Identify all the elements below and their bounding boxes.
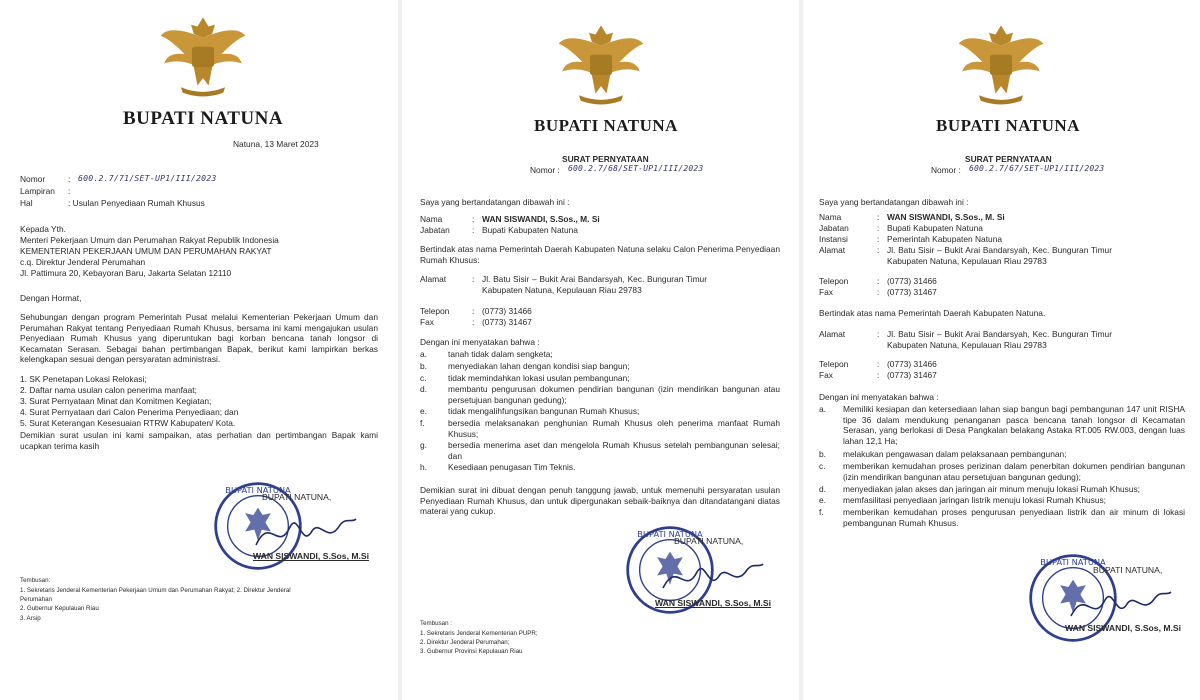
field-label: Fax [819, 370, 833, 380]
seal-text: BUPATI NATUNA [1040, 556, 1106, 567]
statement-text: tanah tidak dalam sengketa; [448, 349, 553, 359]
closing-paragraph: Demikian surat usulan ini kami sampaikan, atas perhatian dan pertimbangan Bapak kami ucapkan terima kasih [20, 430, 378, 451]
statement-intro: Dengan ini menyatakan bahwa : [819, 392, 939, 402]
seal-text: BUPATI NATUNA [637, 528, 703, 539]
hal-value: : Usulan Penyediaan Rumah Khusus [68, 198, 205, 208]
tembusan-item: 3. Gubernur Provinsi Kepulauan Riau [420, 648, 523, 655]
statement-text: tidak memindahkan lokasi usulan pembangunan; [448, 373, 630, 383]
field-value: (0773) 31466 [482, 306, 532, 316]
field-label: Alamat [819, 245, 846, 255]
list-item: 1. SK Penetapan Lokasi Relokasi; [20, 374, 147, 384]
signature-title: BUPATI NATUNA, [262, 492, 332, 502]
statement-text: bersedia melaksanakan penghunian Rumah Khusus oleh penerima manfaat Rumah Khusus; [448, 418, 780, 439]
field-value: WAN SISWANDI, S.Sos., M. Si [482, 214, 600, 224]
tembusan-item: Perumahan [20, 596, 52, 603]
list-item: 5. Surat Keterangan Kesesuaian RTRW Kabupaten/ Kota. [20, 418, 236, 428]
document-title: SURAT PERNYATAAN [562, 154, 649, 164]
field-label: Nama [819, 212, 842, 222]
field-value: Jl. Batu Sisir – Bukit Arai Bandarsyah, Kec. Bunguran Timur Kabupaten Natuna, Kepulauan Riau 29783 [482, 274, 707, 295]
field-value: Pemerintah Kabupaten Natuna [887, 234, 1003, 244]
field-colon: : [472, 225, 475, 235]
statement-key: g. [420, 440, 427, 450]
field-label: Telepon [819, 359, 849, 369]
statement-key: a. [420, 349, 427, 359]
field-label: Alamat [819, 329, 846, 339]
list-item: 4. Surat Pernyataan dari Calon Penerima Penyediaan; dan [20, 407, 239, 417]
place-date: Natuna, 13 Maret 2023 [233, 139, 319, 149]
field-colon: : [877, 223, 880, 233]
field-colon: : [877, 329, 880, 339]
greeting: Dengan Hormat, [20, 293, 82, 303]
intro: Saya yang bertandatangan dibawah ini : [819, 197, 969, 207]
field-value: (0773) 31467 [887, 370, 937, 380]
statement-key: c. [420, 373, 427, 383]
field-value: Jl. Batu Sisir – Bukit Arai Bandarsyah, Kec. Bunguran Timur Kabupaten Natuna, Kepulauan Riau 29783 [887, 245, 1112, 266]
statement-key: h. [420, 462, 427, 472]
field-label: Alamat [420, 274, 447, 284]
garuda-emblem-icon [157, 10, 249, 102]
statement-key: e. [420, 406, 427, 416]
signatory-name: WAN SISWANDI, S.Sos, M.Si [655, 598, 772, 608]
field-colon: : [877, 287, 880, 297]
tembusan-item: 3. Arsip [20, 615, 41, 622]
statement-key: f. [819, 507, 824, 517]
nomor-value: 600.2.7/71/SET-UP1/III/2023 [78, 173, 217, 183]
letterhead-title: BUPATI NATUNA [936, 116, 1080, 135]
field-colon: : [472, 274, 475, 284]
acting-statement: Bertindak atas nama Pemerintah Daerah Kabupaten Natuna selaku Calon Penerima Penyediaan Rumah Khusus: [420, 244, 780, 265]
recipient-line: Jl. Pattimura 20, Kebayoran Baru, Jakarta Selatan 12110 [20, 268, 232, 278]
tembusan-item: 2. Direktur Jenderal Perumahan; [420, 639, 510, 646]
field-label: Fax [819, 287, 833, 297]
document-title: SURAT PERNYATAAN [965, 154, 1052, 164]
list-item: 2. Daftar nama usulan calon penerima manfaat; [20, 385, 197, 395]
field-label: Jabatan [420, 225, 450, 235]
acting-statement: Bertindak atas nama Pemerintah Daerah Kabupaten Natuna. [819, 308, 1046, 318]
field-colon: : [877, 276, 880, 286]
recipient-line: KEMENTERIAN PEKERJAAN UMUM DAN PERUMAHAN RAKYAT [20, 246, 272, 256]
garuda-emblem-icon [555, 18, 647, 110]
nomor-value: 600.2.7/67/SET-UP1/III/2023 [969, 164, 1105, 173]
surat-pernyataan-1 [402, 0, 799, 700]
lampiran-label: Lampiran [20, 186, 55, 196]
tembusan-item: 1. Sekretaris Jenderal Kementerian Pekerjaan Umum dan Perumahan Rakyat; 2. Direktur Jenderal [20, 587, 291, 594]
field-colon: : [877, 359, 880, 369]
statement-text: memberikan kemudahan proses pengurusan penyediaan listrik dan air minum di lokasi pembangunan Rumah Khusus. [843, 507, 1185, 528]
statement-text: Kesediaan penugasan Tim Teknis. [448, 462, 576, 472]
signatory-name: WAN SISWANDI, S.Sos, M.Si [253, 551, 370, 561]
field-value: Bupati Kabupaten Natuna [482, 225, 578, 235]
handwritten-signature-icon [657, 552, 767, 602]
list-item: 3. Surat Pernyataan Minat dan Komitmen Kegiatan; [20, 396, 212, 406]
statement-key: b. [420, 361, 427, 371]
statement-text: bersedia menerima aset dan mengelola Rumah Khusus setelah pembangunan selesai; dan [448, 440, 780, 461]
field-label: Telepon [819, 276, 849, 286]
field-colon: : [877, 370, 880, 380]
field-value: Jl. Batu Sisir – Bukit Arai Bandarsyah, Kec. Bunguran Timur Kabupaten Natuna, Kepulauan Riau 29783 [887, 329, 1112, 350]
recipient-line: Kepada Yth. [20, 224, 66, 234]
letterhead-title: BUPATI NATUNA [123, 108, 284, 129]
field-value: (0773) 31467 [887, 287, 937, 297]
statement-key: e. [819, 495, 826, 505]
intro: Saya yang bertandatangan dibawah ini : [420, 197, 570, 207]
field-value: Bupati Kabupaten Natuna [887, 223, 983, 233]
tembusan-item: 1. Sekretaris Jenderal Kementerian PUPR; [420, 630, 538, 637]
surat-pernyataan-2 [803, 0, 1200, 700]
statement-text: tidak mengalihfungsikan bangunan Rumah Khusus; [448, 406, 640, 416]
statement-text: Memiliki kesiapan dan ketersediaan lahan siap bangun bagi pembangunan 147 unit RISHA tipe 36 dalam mendukung penanganan pasca bencana tanah longsor di Kecamatan Serasan, yang berlokasi di Desa Pangkalan belakang Astaka RT.005 RW.003, dengan luas lahan 12,1 Ha; [843, 404, 1185, 446]
statement-text: menyediakan lahan dengan kondisi siap bangun; [448, 361, 630, 371]
body-paragraph: Sehubungan dengan program Pemerintah Pusat melalui Kementerian Pekerjaan Umum dan Perumahan Rakyat tentang Penyediaan Rumah Khusus, bersama ini kami mengajukan usulan Penyediaan Rumah Khusus yang diperuntukan bagi korban bencana tanah longsor di Kecamatan Serasan. Sebagai bahan pertimbangan Bapak, berikut kami lampirkan berkas kelengkapan sesuai dengan persyaratan administrasi. [20, 312, 378, 365]
recipient-line: c.q. Direktur Jenderal Perumahan [20, 257, 146, 267]
statement-text: melakukan pengawasan dalam pelaksanaan pembangunan; [843, 449, 1067, 459]
statement-intro: Dengan ini menyatakan bahwa : [420, 337, 540, 347]
field-label: Jabatan [819, 223, 849, 233]
letter-usulan [0, 0, 398, 700]
nomor-label: Nomor : [530, 165, 560, 175]
field-colon: : [472, 306, 475, 316]
statement-key: d. [819, 484, 826, 494]
seal-text: BUPATI NATUNA [225, 484, 291, 495]
field-colon: : [877, 234, 880, 244]
lampiran-value: : [68, 186, 71, 196]
statement-key: a. [819, 404, 826, 414]
garuda-emblem-icon [955, 18, 1047, 110]
signatory-name: WAN SISWANDI, S.Sos, M.Si [1065, 623, 1182, 633]
tembusan-label: Tembusan: [20, 577, 51, 584]
nomor-value: 600.2.7/68/SET-UP1/III/2023 [568, 164, 704, 173]
statement-text: menyediakan jalan akses dan jaringan air minum menuju lokasi Rumah Khusus; [843, 484, 1141, 494]
hal-label: Hal [20, 198, 33, 208]
field-value: (0773) 31466 [887, 276, 937, 286]
nomor-label: Nomor [20, 174, 46, 184]
field-label: Telepon [420, 306, 450, 316]
field-colon: : [472, 317, 475, 327]
recipient-line: Menteri Pekerjaan Umum dan Perumahan Rakyat Republik Indonesia [20, 235, 279, 245]
field-colon: : [877, 212, 880, 222]
statement-text: membantu pengurusan dokumen pendirian bangunan (izin mendirikan bangunan atau persetujuan bangunan gedung); [448, 384, 780, 405]
letterhead-title: BUPATI NATUNA [534, 116, 678, 135]
statement-key: c. [819, 461, 826, 471]
signature-title: BUPATI NATUNA, [674, 536, 744, 546]
field-value: (0773) 31467 [482, 317, 532, 327]
signature-title: BUPATI NATUNA, [1093, 565, 1163, 575]
field-value: (0773) 31466 [887, 359, 937, 369]
field-colon: : [877, 245, 880, 255]
statement-text: memberikan kemudahan proses perizinan dalam penerbitan dokumen pendirian bangunan (izin mendirikan bangunan atau persetujuan bangunan gedung); [843, 461, 1185, 482]
statement-key: b. [819, 449, 826, 459]
tembusan-label: Tembusan : [420, 620, 452, 627]
statement-key: f. [420, 418, 425, 428]
statement-text: memfasilitasi penyediaan jaringan listrik menuju lokasi Rumah Khusus; [843, 495, 1107, 505]
field-value: WAN SISWANDI, S.Sos., M. Si [887, 212, 1005, 222]
closing-paragraph: Demikian surat ini dibuat dengan penuh tanggung jawab, untuk memenuhi persyaratan usulan Penyediaan Rumah Khusus, dan untuk dipergunakan sebaik-baiknya dan ditandatangani diatas materai yang cukup. [420, 485, 780, 517]
field-label: Instansi [819, 234, 848, 244]
field-label: Fax [420, 317, 434, 327]
field-colon: : [472, 214, 475, 224]
nomor-label: Nomor : [931, 165, 961, 175]
statement-key: d. [420, 384, 427, 394]
tembusan-item: 2. Gubernur Kepulauan Riau [20, 605, 99, 612]
field-label: Nama [420, 214, 443, 224]
nomor-colon: : [68, 174, 71, 184]
